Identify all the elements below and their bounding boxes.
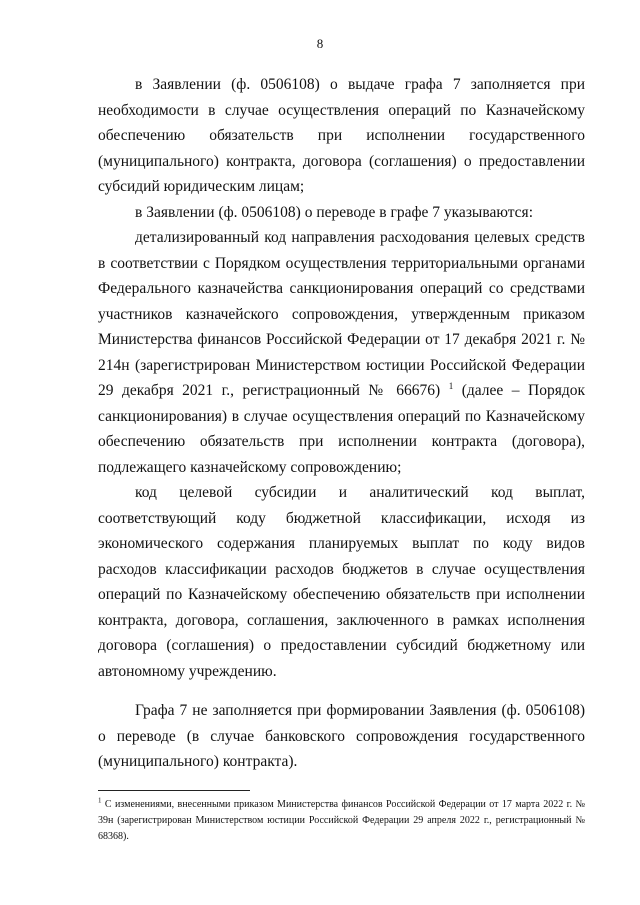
footnote-text: С изменениями, внесенными приказом Министерства финансов Российской Федерации от 17 марта 2022 г. № 39н (зарегистрирован Министерством юстиции Российской Федерации 29 апреля 2022 г., регистрационный № 68368).: [98, 799, 585, 842]
paragraph-graph7-issue: в Заявлении (ф. 0506108) о выдаче графа 7 заполняется при необходимости в случае осуществления операций по Казначейскому обеспечению обязательств при исполнении государственного (муниципального) контракта, договора (соглашения) о предоставлении субсидий юридическим лицам;: [98, 76, 585, 195]
footnote: [98, 797, 585, 845]
page-number: 8: [316, 36, 324, 51]
document-body: [98, 72, 585, 775]
detailed-code-text: детализированный код направления расходования целевых средств в соответствии с Порядком осуществления территориальными органами Федерального казначейства санкционирования операций со средствами участников казначейского сопровождения, утвержденным приказом Министерства финансов Российской Федерации от 17 декабря 2021 г. № 214н (зарегистрирован Министерством юстиции Российской Федерации 29 декабря 2021 г., регистрационный № 66676): [98, 229, 585, 399]
paragraph-subsidy-code: код целевой субсидии и аналитический код выплат, соответствующий коду бюджетной классификации, исходя из экономического содержания планируемых выплат по коду видов расходов классификации расходов бюджетов в случае осуществления операций по Казначейскому обеспечению обязательств при исполнении контракта, договора, соглашения, заключенного в рамках исполнения договора (соглашения) о предоставлении субсидий бюджетному или автономному учреждению.: [98, 484, 585, 680]
paragraph-graph7-transfer-intro: в Заявлении (ф. 0506108) о переводе в графе 7 указываются:: [135, 203, 533, 221]
footnote-divider: [98, 790, 250, 791]
paragraph-graph7-not-filled: Графа 7 не заполняется при формировании Заявления (ф. 0506108) о переводе (в случае банковского сопровождения государственного (муниципального) контракта).: [98, 702, 585, 770]
footnote-marker: 1: [98, 796, 102, 805]
paragraph-detailed-code: [98, 225, 585, 480]
detailed-code-continuation: (далее – Порядок санкционирования) в случае осуществления операций по Казначейскому обеспечению обязательств при исполнении контракта (договора), подлежащего казначейскому сопровождению;: [98, 382, 585, 476]
footnote-reference: 1: [448, 380, 454, 391]
